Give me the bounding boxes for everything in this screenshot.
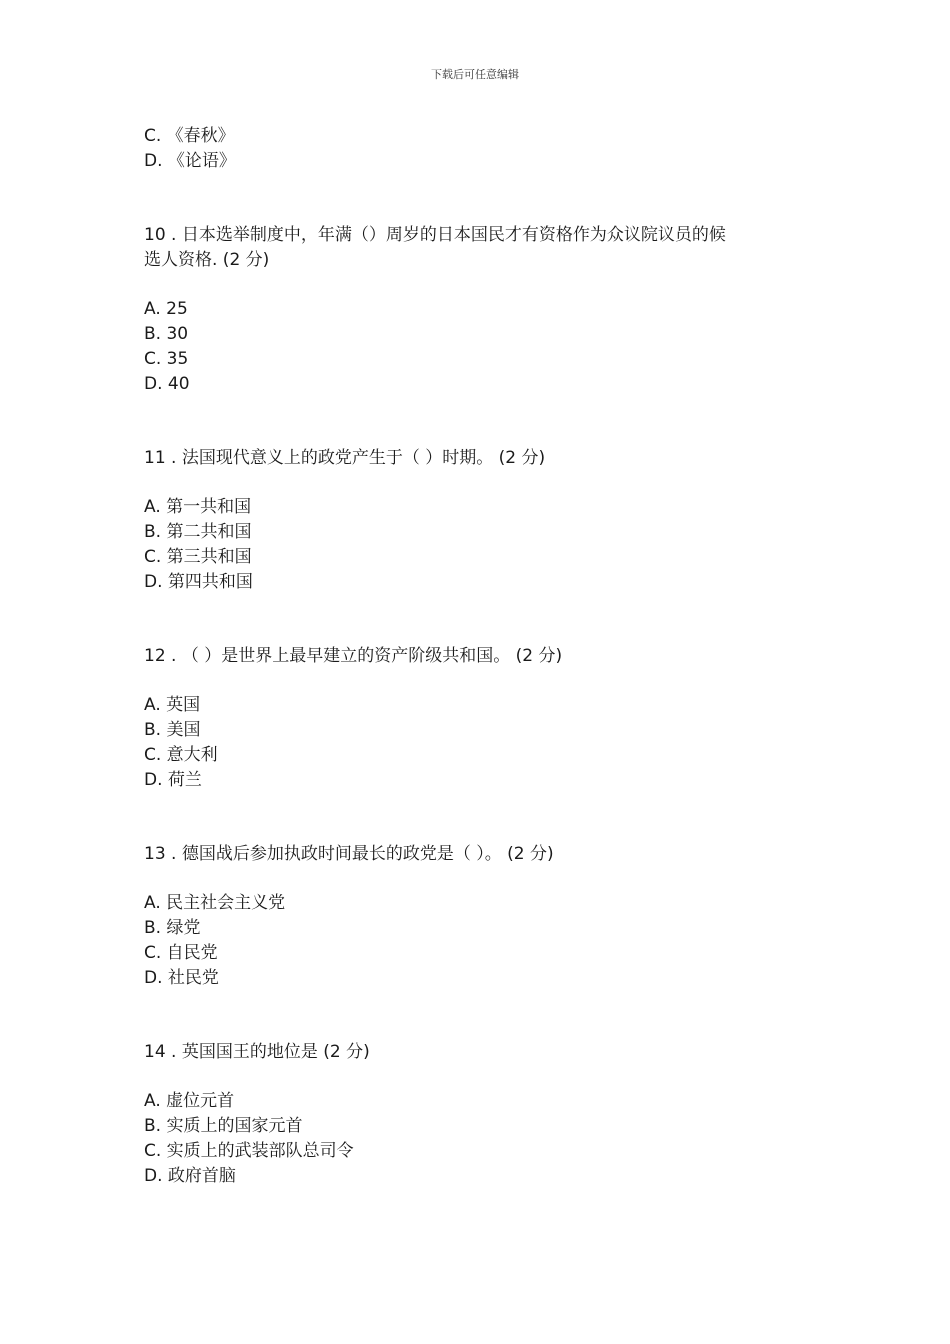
question-13	[144, 842, 824, 991]
option-d: D. 荷兰	[144, 770, 202, 790]
option-d: D. 政府首脑	[144, 1166, 236, 1186]
question-stem-line1: 14 . 英国国王的地位是 (2 分)	[144, 1042, 370, 1062]
option-a: A. 民主社会主义党	[144, 893, 286, 913]
option-d: D. 40	[144, 374, 190, 394]
document-content	[144, 124, 824, 1189]
question-stem-line1: 11 . 法国现代意义上的政党产生于（ ）时期。 (2 分)	[144, 448, 546, 468]
question-stem-line1: 13 . 德国战后参加执政时间最长的政党是（ ）。 (2 分)	[144, 844, 554, 864]
question-stem-line2: 选人资格. (2 分)	[144, 250, 270, 270]
option-b: B. 美国	[144, 720, 201, 740]
option-c: C. 《春秋》	[144, 126, 235, 146]
option-a: A. 英国	[144, 695, 201, 715]
option-c: C. 自民党	[144, 943, 218, 963]
option-b: B. 实质上的国家元首	[144, 1116, 303, 1136]
option-d: D. 社民党	[144, 968, 219, 988]
question-11	[144, 446, 824, 595]
page-header: 下载后可任意编辑	[431, 68, 519, 81]
question-14	[144, 1040, 824, 1189]
option-b: B. 30	[144, 324, 189, 344]
option-b: B. 第二共和国	[144, 522, 252, 542]
option-d: D. 《论语》	[144, 151, 236, 171]
question-10	[144, 223, 824, 397]
option-d: D. 第四共和国	[144, 572, 253, 592]
option-c: C. 35	[144, 349, 189, 369]
option-a: A. 虚位元首	[144, 1091, 235, 1111]
prev-question-options	[144, 124, 824, 174]
question-stem-line1: 12 . （ ）是世界上最早建立的资产阶级共和国。 (2 分)	[144, 646, 563, 666]
option-c: C. 实质上的武装部队总司令	[144, 1141, 354, 1161]
question-stem-line1: 10 . 日本选举制度中，年满（）周岁的日本国民才有资格作为众议院议员的候	[144, 225, 726, 245]
option-c: C. 意大利	[144, 745, 218, 765]
option-a: A. 25	[144, 299, 188, 319]
question-12	[144, 644, 824, 793]
option-c: C. 第三共和国	[144, 547, 252, 567]
option-b: B. 绿党	[144, 918, 201, 938]
option-a: A. 第一共和国	[144, 497, 252, 517]
